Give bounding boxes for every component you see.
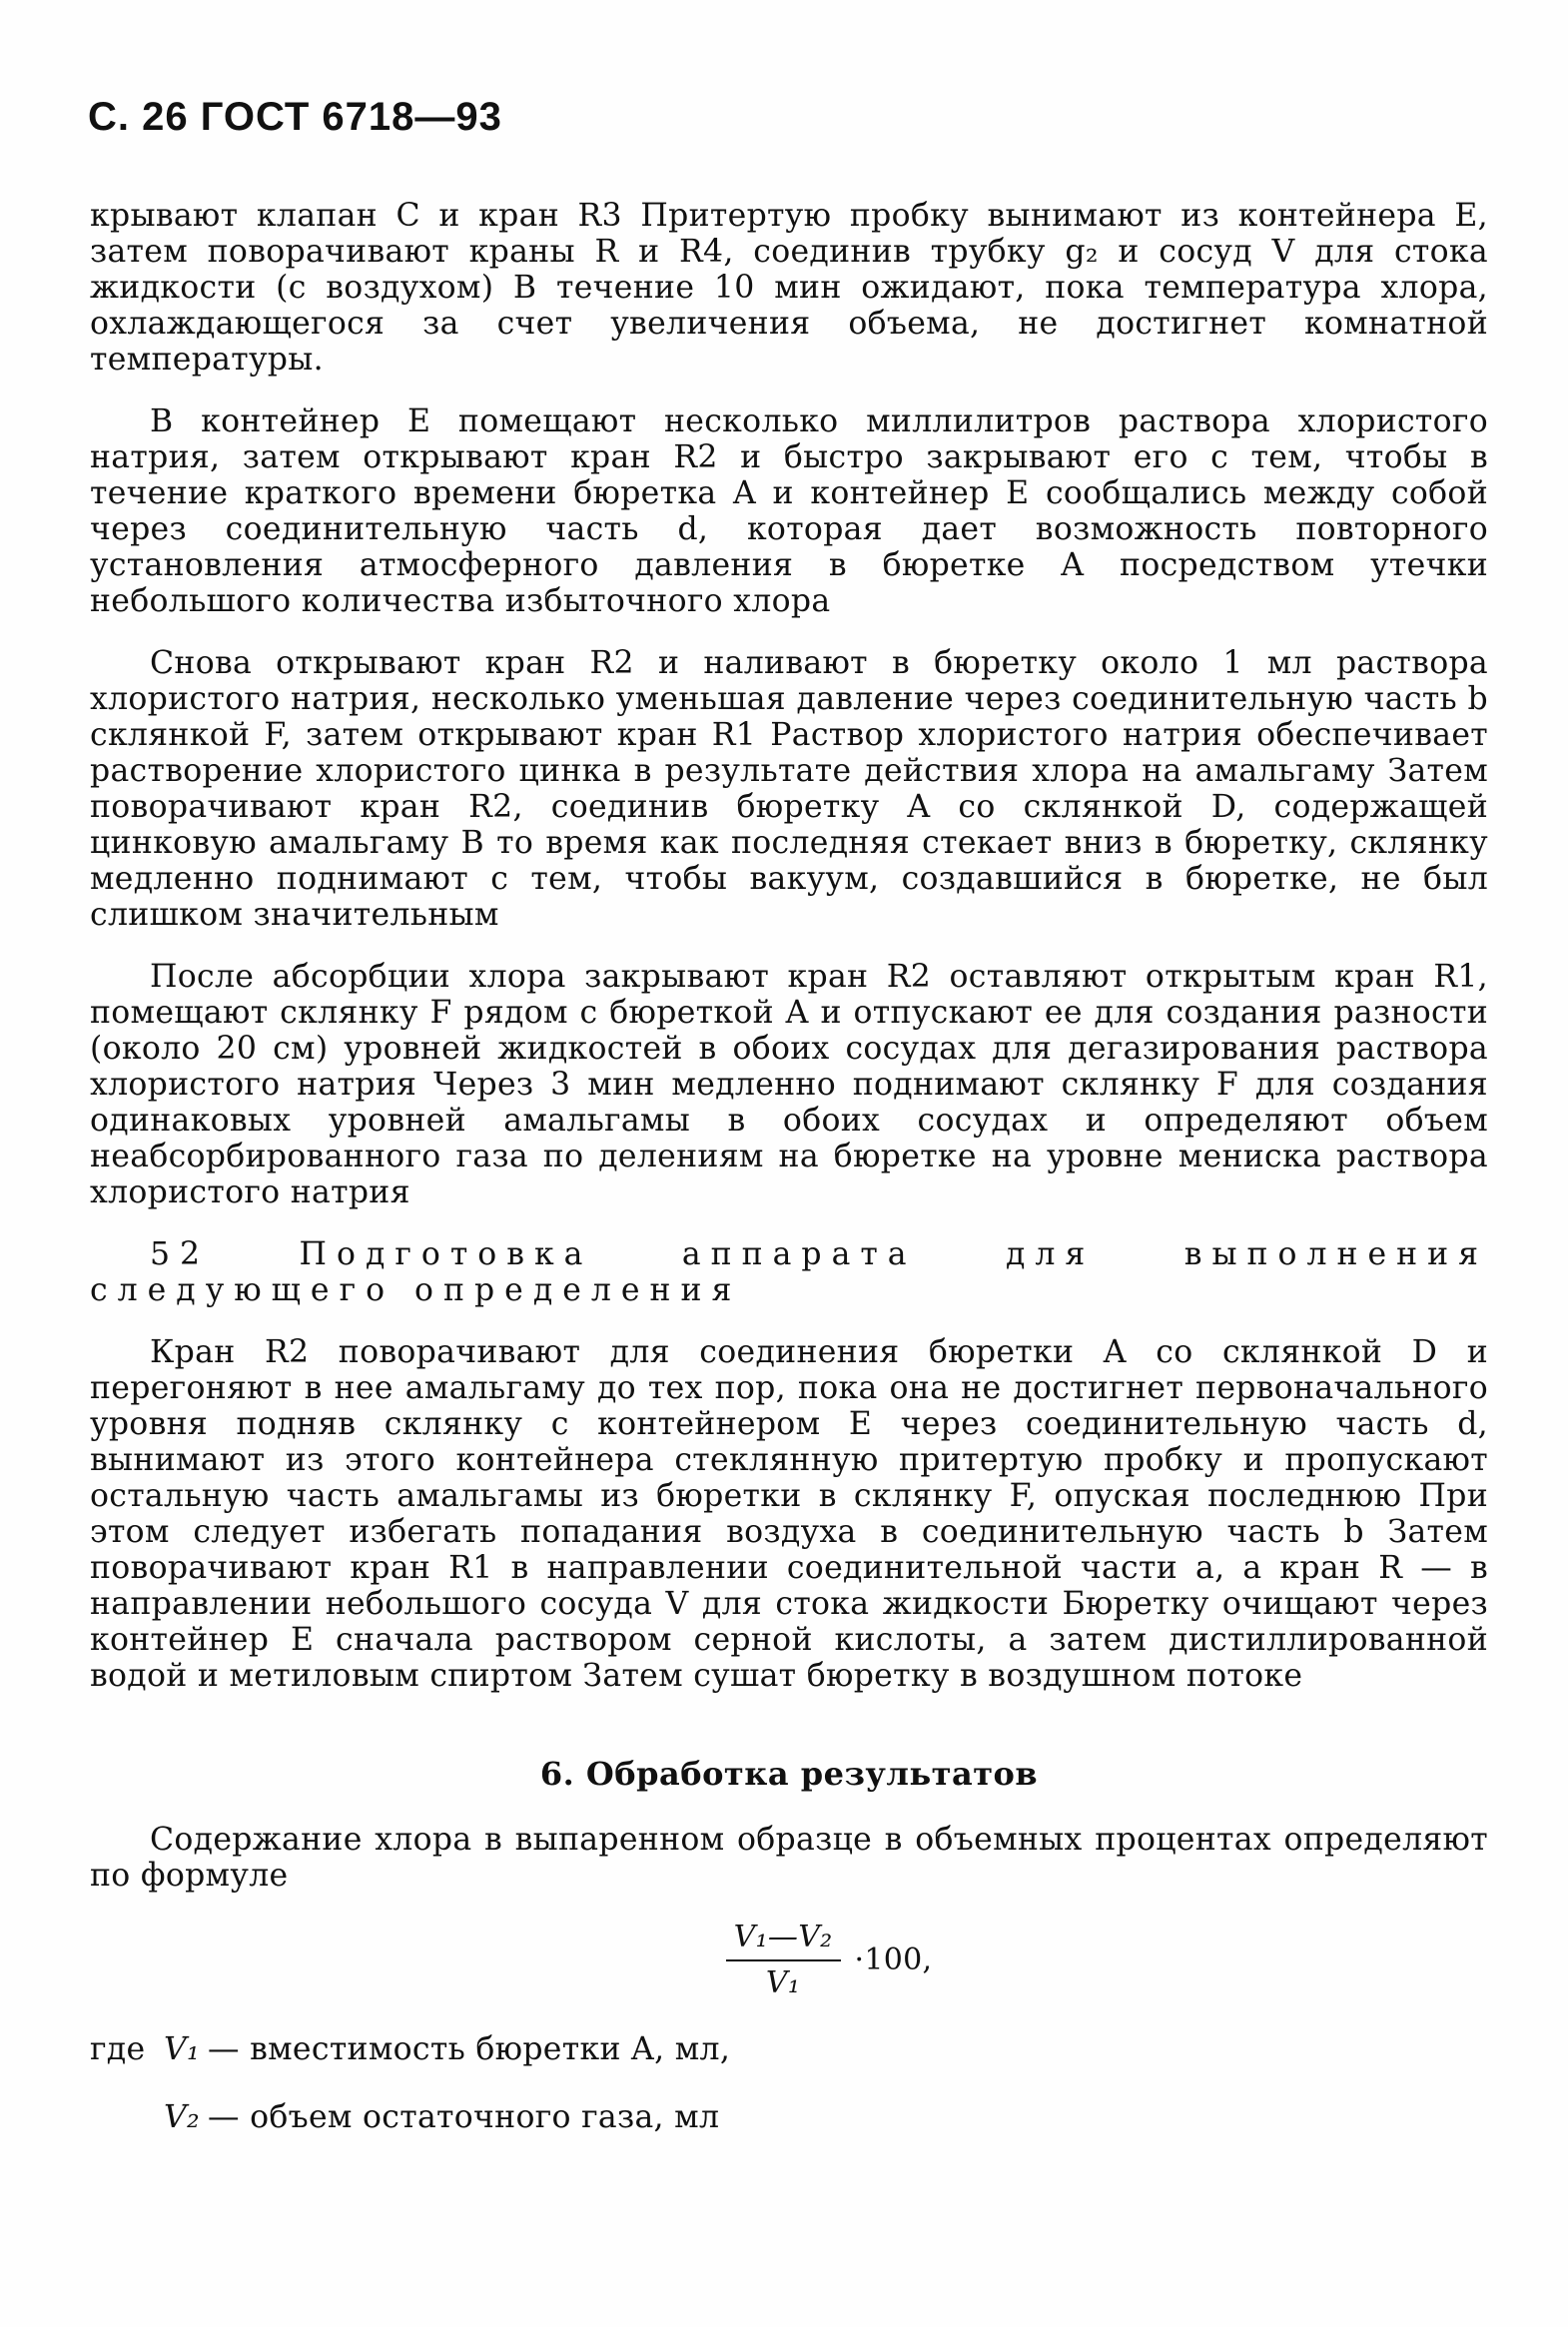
subsection-heading: 52 Подготовка аппарата для выполнения следующего определения bbox=[90, 1236, 1488, 1308]
formula-denominator: V₁ bbox=[765, 1965, 801, 2000]
paragraph-continuation: крывают клапан C и кран R3 Притертую пробку вынимают из контейнера E, затем поворачивают краны R и R4, соединив трубку g₂ и сосуд V для стока жидкости (с воздухом) В течение 10 мин ожидают, пока температура хлора, охлаждающегося за счет увеличения объема, не достигнет комнатной температуры. bbox=[90, 198, 1488, 378]
definition-symbol: V₁ bbox=[164, 2031, 200, 2067]
formula-numerator: V₁—V₂ bbox=[733, 1920, 833, 1954]
formula-multiplier: ·100, bbox=[854, 1942, 933, 1977]
formula-fraction bbox=[726, 1920, 841, 2001]
page-header: С. 26 ГОСТ 6718—93 bbox=[88, 95, 502, 139]
paragraph-reopen-valve: Снова открывают кран R2 и наливают в бюретку около 1 мл раствора хлористого натрия, несколько уменьшая давление через соединительную часть b склянкой F, затем открывают кран R1 Раствор хлористого натрия обеспечивает растворение хлористого цинка в результате действия хлора на амальгаму Затем поворачивают кран R2, соединив бюретку A со склянкой D, содержащей цинковую амальгаму В то время как последняя стекает вниз в бюретку, склянку медленно поднимают с тем, чтобы вакуум, создавшийся в бюретке, не был слишком значительным bbox=[90, 645, 1488, 933]
document-body bbox=[90, 198, 1488, 2167]
definition-text: — объем остаточного газа, мл bbox=[207, 2099, 720, 2135]
paragraph-sodium-chloride: В контейнер E помещают несколько миллилитров раствора хлористого натрия, затем открывают кран R2 и быстро закрывают его с тем, чтобы в течение краткого времени бюретка A и контейнер E сообщались между собой через соединительную часть d, которая дает возможность повторного установления атмосферного давления в бюретке A посредством утечки небольшого количества избыточного хлора bbox=[90, 403, 1488, 619]
definition-row bbox=[90, 2031, 1488, 2067]
definitions-list bbox=[90, 2031, 1488, 2135]
paragraph-apparatus-prep: Кран R2 поворачивают для соединения бюретки A со склянкой D и перегоняют в нее амальгаму до тех пор, пока она не достигнет первоначального уровня подняв склянку с контейнером E через соединительную часть d, вынимают из этого контейнера стеклянную притертую пробку и пропускают остальную часть амальгамы из бюретки в склянку F, опуская последнюю При этом следует избегать попадания воздуха в соединительную часть b Затем поворачивают кран R1 в направлении соединительной части a, а кран R — в направлении небольшого сосуда V для стока жидкости Бюретку очищают через контейнер E сначала раствором серной кислоты, а затем дистиллированной водой и метиловым спиртом Затем сушат бюретку в воздушном потоке bbox=[90, 1334, 1488, 1694]
paragraph-results: Содержание хлора в выпаренном образце в объемных процентах определяют по формуле bbox=[90, 1822, 1488, 1894]
definition-lead bbox=[90, 2099, 164, 2135]
definition-text: — вместимость бюретки A, мл, bbox=[207, 2031, 731, 2067]
definition-lead: где bbox=[90, 2031, 146, 2067]
formula bbox=[90, 1920, 1488, 2001]
paragraph-after-absorption: После абсорбции хлора закрывают кран R2 оставляют открытым кран R1, помещают склянку F рядом с бюреткой A и отпускают ее для создания разности (около 20 см) уровней жидкостей в обоих сосудах для дегазирования раствора хлористого натрия Через 3 мин медленно поднимают склянку F для создания одинаковых уровней амальгамы в обоих сосудах и определяют объем неабсорбированного газа по делениям на бюретке на уровне мениска раствора хлористого натрия bbox=[90, 959, 1488, 1210]
definition-row bbox=[90, 2099, 1488, 2135]
definition-symbol: V₂ bbox=[164, 2099, 200, 2135]
section-title: 6. Обработка результатов bbox=[539, 1755, 1039, 1793]
